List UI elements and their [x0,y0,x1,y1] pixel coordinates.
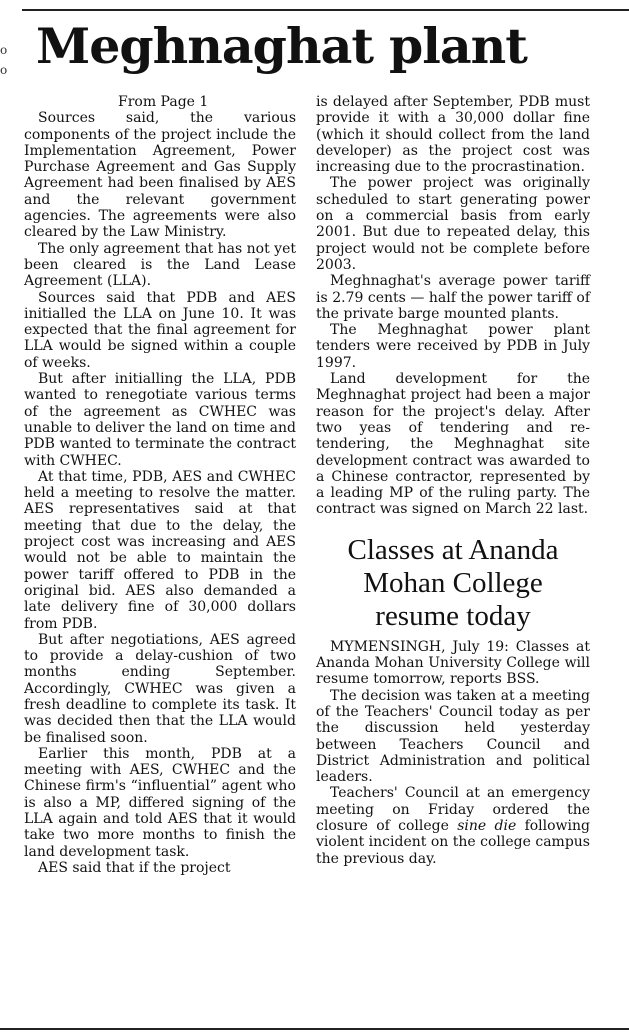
paragraph: The decision was taken at a meeting of the Teachers' Council today as per the discussion held yesterday between Teachers Council and District Administration and political leaders. [316,687,590,786]
paragraph: The power project was originally scheduled to start generating power on a commercial basis from early 2001. But due to repeated delay, this project would not be complete before 2003. [316,175,590,273]
paragraph: Sources said, the various components of the project include the Implementation Agreement, Power Purchase Agreement and Gas Supply Agreement had been finalised by AES and the relevant government agencies. The agreements were also cleared by the Law Ministry. [24,110,296,241]
subheadline: Classes at Ananda Mohan College resume today [347,533,559,632]
paragraph: At that time, PDB, AES and CWHEC held a meeting to resolve the matter. AES representatives said at that meeting that due to the delay, the project cost was increasing and AES would not be able to maintain the power tariff offered to PDB in the original bid. AES also demanded a late delivery fine of 30,000 dollars from PDB. [24,468,296,632]
paragraph: is delayed after September, PDB must provide it with a 30,000 dollar fine (which it should collect from the land developer) as the project cost was increasing due to the procrastination. [316,94,590,176]
paragraph: AES said that if the project [38,859,231,876]
paragraph: Teachers' Council at an emergency meeting on Friday ordered the closure of college sine die following violent incident on the college campus the previous day. [316,785,590,867]
paragraph: MYMENSINGH, July 19: Classes at Ananda Mohan University College will resume tomorrow, reports BSS. [316,638,590,688]
paragraph: But after initialling the LLA, PDB wanted to renegotiate various terms of the agreement as CWHEC was unable to deliver the land on time and PDB wanted to terminate the contract with CWHEC. [24,371,296,469]
headline: Meghnaghat plant [36,17,527,75]
paragraph: Sources said that PDB and AES initialled the LLA on June 10. It was expected that the final agreement for LLA would be signed within a couple of weeks. [24,289,296,371]
paragraph: Earlier this month, PDB at a meeting with AES, CWHEC and the Chinese firm's “influential” agent who is also a MP, differed signing of the LLA again and told AES that it would take two more months to finish the land development task. [24,745,296,860]
adjacent-column-fragment: o o [0,43,8,77]
article-column-1 [24,94,296,876]
paragraph: The only agreement that has not yet been cleared is the Land Lease Agreement (LLA). [24,240,297,290]
bottom-rule [0,1028,629,1030]
continuation-note: From Page 1 [118,94,209,110]
paragraph: Land development for the Meghnaghat project had been a major reason for the project's delay. After two yeas of tendering and re-tendering, the Meghnaghat site development contract was awarded to a Chinese contractor, represented by a leading MP of the ruling party. The contract was signed on March 22 last. [316,371,590,518]
paragraph: Meghnaghat's average power tariff is 2.79 cents — half the power tariff of the private barge mounted plants. [316,273,590,322]
top-rule [22,9,629,11]
article-column-2 [316,94,590,867]
paragraph: The Meghnaghat power plant tenders were received by PDB in July 1997. [316,322,590,371]
paragraph: But after negotiations, AES agreed to provide a delay-cushion of two months ending September. Accordingly, CWHEC was given a fresh deadline to complete its task. It was decided then that the LLA would be finalised soon. [24,631,296,746]
